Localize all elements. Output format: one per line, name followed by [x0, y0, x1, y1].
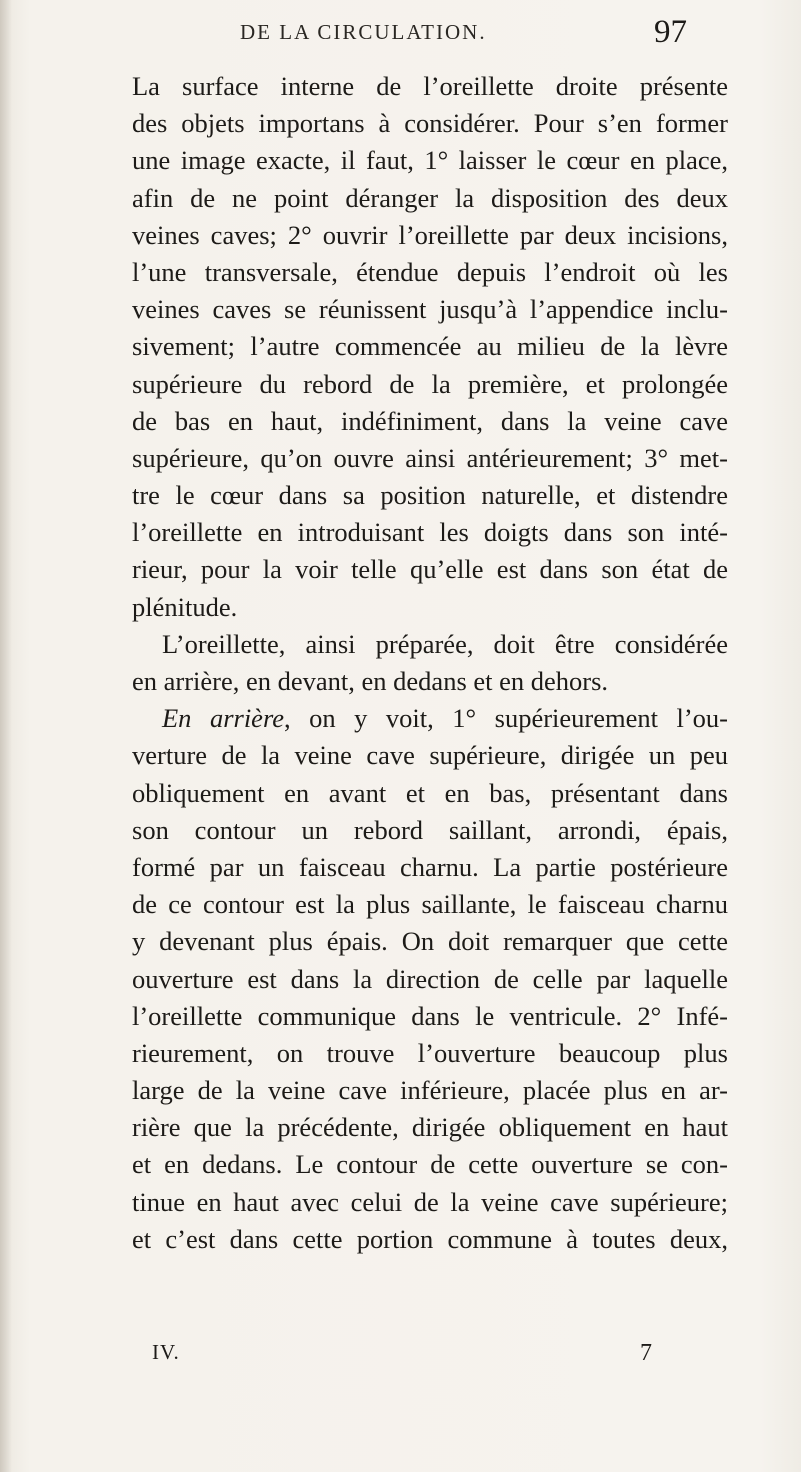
folio-number: 7 [640, 1340, 652, 1366]
text-line: plénitude. [132, 591, 238, 622]
text-line: verture de la veine cave supérieure, dirigée un peu [132, 740, 728, 771]
text-line: une image exacte, il faut, 1° laisser le cœur en place, [132, 145, 728, 176]
text-line: supérieure du rebord de la première, et prolongée [132, 368, 728, 399]
page-number: 97 [654, 14, 687, 50]
text-line: rière que la précédente, dirigée obliquement en haut [132, 1112, 728, 1143]
text-line: l’une transversale, étendue depuis l’endroit où les [132, 256, 728, 287]
text-line: veines caves se réunissent jusqu’à l’appendice inclu- [132, 294, 728, 325]
text-line: rieurement, on trouve l’ouverture beaucoup plus [132, 1037, 728, 1068]
text-line: obliquement en avant et en bas, présentant dans [132, 777, 728, 808]
text-line: afin de ne point déranger la disposition des deux [132, 182, 728, 213]
text-line: de ce contour est la plus saillante, le faisceau charnu [132, 889, 728, 920]
text-line: formé par un faisceau charnu. La partie postérieure [132, 851, 728, 882]
text-line: des objets importans à considérer. Pour s’en former [132, 108, 728, 139]
running-title: DE LA CIRCULATION. [240, 20, 487, 44]
text-line: sivement; l’autre commencée au milieu de la lèvre [132, 331, 728, 362]
text-line-italic-lead [132, 700, 728, 737]
text-line-rest: , on y voit, 1° supérieurement l’ou- [284, 703, 729, 734]
text-line: et en dedans. Le contour de cette ouverture se con- [132, 1149, 728, 1180]
italic-heading: En arrière [162, 703, 285, 734]
text-line: large de la veine cave inférieure, placée plus en ar- [132, 1075, 728, 1106]
text-line: L’oreillette, ainsi préparée, doit être considérée [162, 628, 728, 659]
text-line: tre le cœur dans sa position naturelle, et distendre [132, 480, 728, 511]
text-line: et c’est dans cette portion commune à toutes deux, [132, 1223, 728, 1254]
text-line: ouverture est dans la direction de celle par laquelle [132, 963, 728, 994]
body-text [132, 68, 728, 1258]
gutter-shadow [0, 0, 12, 1472]
text-line: La surface interne de l’oreillette droite présente [132, 71, 728, 101]
page-footer [0, 1340, 801, 1380]
text-line: son contour un rebord saillant, arrondi, épais, [132, 814, 728, 845]
text-line: en arrière, en devant, en dedans et en dehors. [132, 666, 609, 696]
text-line: supérieure, qu’on ouvre ainsi antérieurement; 3° met- [132, 442, 728, 473]
text-line: l’oreillette en introduisant les doigts dans son inté- [132, 517, 728, 548]
text-line: l’oreillette communique dans le ventricule. 2° Infé- [132, 1000, 728, 1031]
text-line: de bas en haut, indéfiniment, dans la veine cave [132, 405, 728, 436]
text-line: tinue en haut avec celui de la veine cave supérieure; [132, 1186, 728, 1217]
text-line: veines caves; 2° ouvrir l’oreillette par deux incisions, [132, 219, 728, 250]
signature-mark: IV. [152, 1340, 180, 1364]
text-line: rieur, pour la voir telle qu’elle est dans son état de [132, 554, 728, 585]
running-head [0, 14, 801, 54]
text-line: y devenant plus épais. On doit remarquer que cette [132, 926, 728, 957]
